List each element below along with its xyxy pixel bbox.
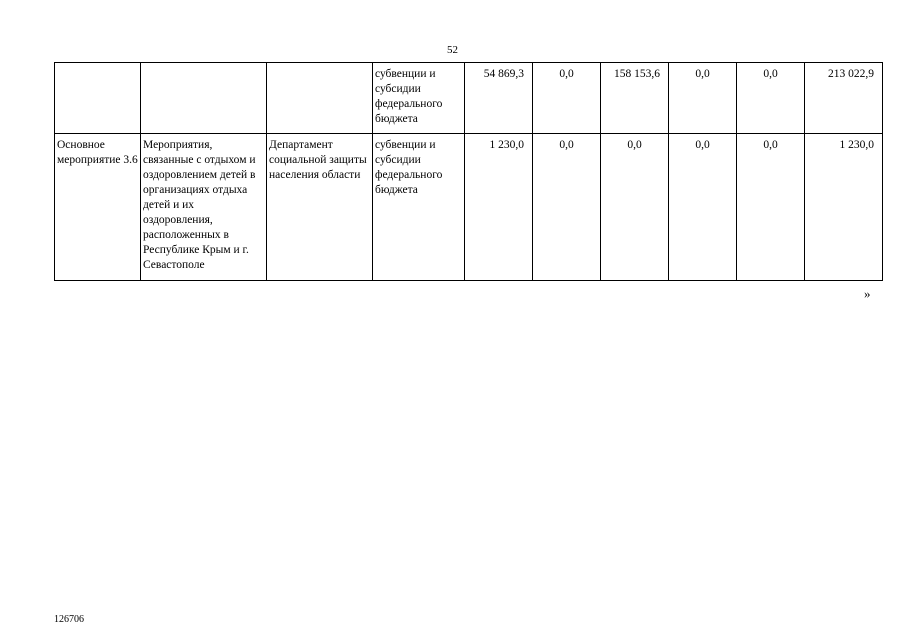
page-number: 52 (447, 44, 458, 56)
table-row (55, 134, 883, 281)
value-cell: 158 153,6 (601, 63, 669, 134)
event-cell (55, 63, 141, 134)
value-cell: 54 869,3 (465, 63, 533, 134)
value-cell: 0,0 (533, 63, 601, 134)
description-cell (141, 63, 267, 134)
value-cell: 0,0 (601, 134, 669, 281)
responsible-cell (267, 63, 373, 134)
value-cell: 1 230,0 (465, 134, 533, 281)
table-row (55, 63, 883, 134)
value-cell: 0,0 (737, 63, 805, 134)
closing-quote: » (864, 286, 871, 301)
document-code: 126706 (54, 614, 84, 625)
event-cell: Основное мероприятие 3.6 (55, 134, 141, 281)
budget-table (54, 62, 883, 281)
value-cell: 0,0 (669, 63, 737, 134)
total-cell: 1 230,0 (805, 134, 883, 281)
value-cell: 0,0 (533, 134, 601, 281)
funding-source-cell: субвенции и субсидии федерального бюджета (373, 134, 465, 281)
value-cell: 0,0 (737, 134, 805, 281)
responsible-cell: Департамент социальной защиты населения области (267, 134, 373, 281)
funding-source-cell: субвенции и субсидии федерального бюджета (373, 63, 465, 134)
total-cell: 213 022,9 (805, 63, 883, 134)
value-cell: 0,0 (669, 134, 737, 281)
description-cell: Мероприятия, связанные с отдыхом и оздоровлением детей в организациях отдыха детей и их оздоровления, расположенных в Республике Крым и г. Севастополе (141, 134, 267, 281)
